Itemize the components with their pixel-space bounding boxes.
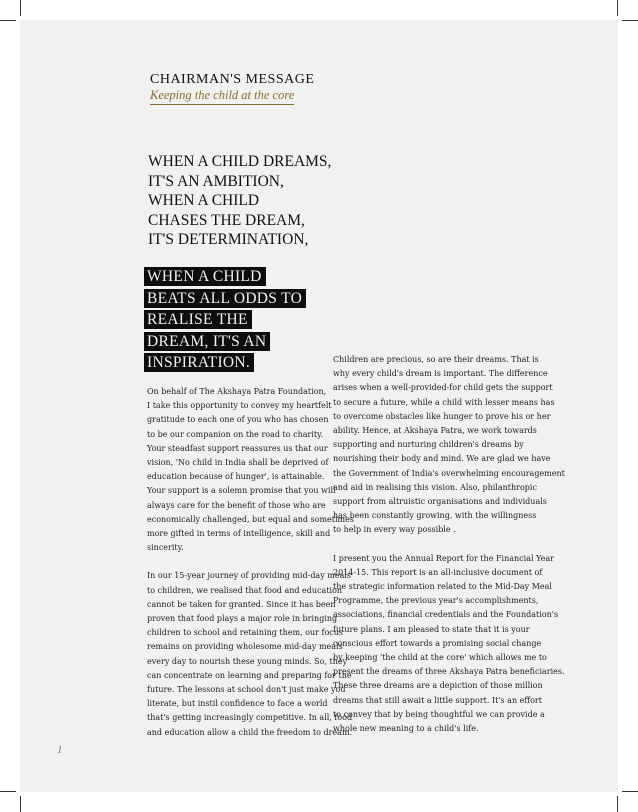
highlight-line: REALISE THE	[144, 310, 252, 329]
text-line: I take this opportunity to convey my heartfelt	[147, 401, 332, 411]
headline-quote	[148, 152, 331, 250]
crop-mark	[20, 796, 21, 812]
text-line: education because of hunger', is attainable.	[147, 472, 325, 482]
text-line: present the dreams of three Akshaya Patra beneficiaries.	[333, 667, 565, 677]
text-line: children to school and retaining them, our focus	[147, 628, 344, 638]
crop-mark	[0, 791, 16, 792]
text-line: conscious effort towards a promising social change	[333, 638, 542, 648]
text-line: every day to nourish these young minds. So, they	[147, 656, 348, 666]
text-line: arises when a well-provided-for child gets the support	[333, 383, 553, 393]
paragraph	[147, 385, 354, 555]
headline-line: CHASES THE DREAM,	[148, 211, 305, 229]
text-line: vision, 'No child in India shall be deprived of	[147, 458, 329, 468]
text-line: can concentrate on learning and preparing for the	[147, 670, 352, 680]
crop-mark	[622, 20, 638, 21]
text-line: to children, we realised that food and education	[147, 585, 343, 595]
crop-mark	[622, 791, 638, 792]
highlight-line: DREAM, IT'S AN	[144, 332, 270, 351]
highlight-line: INSPIRATION.	[144, 353, 254, 372]
text-line: Children are precious, so are their dreams. That is	[333, 355, 539, 364]
section-tagline: Keeping the child at the core	[150, 88, 294, 105]
text-line: In our 15-year journey of providing mid-day meals	[147, 571, 352, 581]
text-line: and education allow a child the freedom to dream.	[147, 727, 353, 737]
text-line: future. The lessons at school don't just make you	[147, 685, 346, 695]
text-line: 2014-15. This report is an all-inclusive document of	[333, 567, 543, 577]
crop-mark	[617, 0, 618, 16]
text-line: whole new meaning to a child's life.	[333, 724, 479, 734]
crop-mark	[617, 796, 618, 812]
highlight-line: BEATS ALL ODDS TO	[144, 289, 306, 308]
headline-line: WHEN A CHILD	[148, 192, 260, 210]
crop-mark	[20, 0, 21, 16]
text-line: literate, but instil confidence to face a world	[147, 699, 328, 709]
text-line: by keeping 'the child at the core' which allows me to	[333, 653, 547, 663]
text-line: to help in every way possible .	[333, 525, 456, 535]
text-line: and aid in realising this vision. Also, philanthropic	[333, 482, 537, 492]
text-line: proven that food plays a major role in bringing	[147, 614, 338, 624]
headline-line: IT'S DETERMINATION,	[148, 231, 309, 249]
text-line: economically challenged, but equal and sometimes	[147, 514, 354, 524]
text-line: sincerity.	[147, 543, 184, 553]
text-line: to convey that by being thoughtful we can provide a	[333, 709, 545, 719]
highlight-line: WHEN A CHILD	[144, 267, 266, 286]
left-column	[147, 385, 354, 740]
paragraph	[333, 552, 565, 737]
text-line: These three dreams are a depiction of those million	[333, 681, 543, 691]
text-line: ability. Hence, at Akshaya Patra, we work towards	[333, 426, 537, 436]
right-column	[333, 353, 565, 736]
text-line: why every child's dream is important. The difference	[333, 369, 548, 379]
text-line: cannot be taken for granted. Since it has been	[147, 599, 336, 609]
paragraph	[147, 569, 354, 739]
text-line: remains on providing wholesome mid-day meals	[147, 642, 343, 652]
text-line: has been constantly growing, with the willingness	[333, 511, 537, 521]
headline-line: WHEN A CHILD DREAMS,	[148, 153, 332, 170]
text-line: support from altruistic organisations and individuals	[333, 497, 547, 507]
section-title: CHAIRMAN'S MESSAGE	[150, 72, 315, 87]
text-line: the strategic information related to the Mid-Day Meal	[333, 582, 552, 592]
highlight-quote	[144, 266, 306, 374]
crop-mark	[0, 20, 16, 21]
text-line: Your support is a solemn promise that you will	[147, 486, 336, 496]
text-line: gratitude to each one of you who has chosen	[147, 415, 329, 425]
headline-line: IT'S AN AMBITION,	[148, 172, 284, 190]
text-line: On behalf of The Akshaya Patra Foundation,	[147, 387, 327, 396]
text-line: Your steadfast support reassures us that our	[147, 443, 328, 453]
text-line: that's getting increasingly competitive. In all, food	[147, 713, 353, 723]
text-line: to secure a future, while a child with lesser means has	[333, 397, 555, 407]
text-line: Programme, the previous year's accomplishments,	[333, 596, 539, 606]
text-line: dreams that still await a little support. It's an effort	[333, 695, 542, 705]
paragraph	[333, 353, 565, 538]
text-line: associations, financial credentials and the Foundation's	[333, 610, 559, 620]
text-line: future plans. I am pleased to state that it is your	[333, 624, 530, 634]
text-line: to overcome obstacles like hunger to prove his or her	[333, 411, 551, 421]
text-line: always care for the benefit of those who are	[147, 500, 326, 510]
text-line: to be our companion on the road to charity.	[147, 429, 324, 439]
text-line: more gifted in terms of intelligence, skill and	[147, 529, 331, 539]
text-line: supporting and nurturing children's dreams by	[333, 440, 524, 450]
text-line: nourishing their body and mind. We are glad we have	[333, 454, 551, 464]
page-number: 1	[57, 744, 63, 756]
text-line: the Government of India's overwhelming encouragement	[333, 468, 565, 478]
text-line: I present you the Annual Report for the Financial Year	[333, 553, 554, 563]
